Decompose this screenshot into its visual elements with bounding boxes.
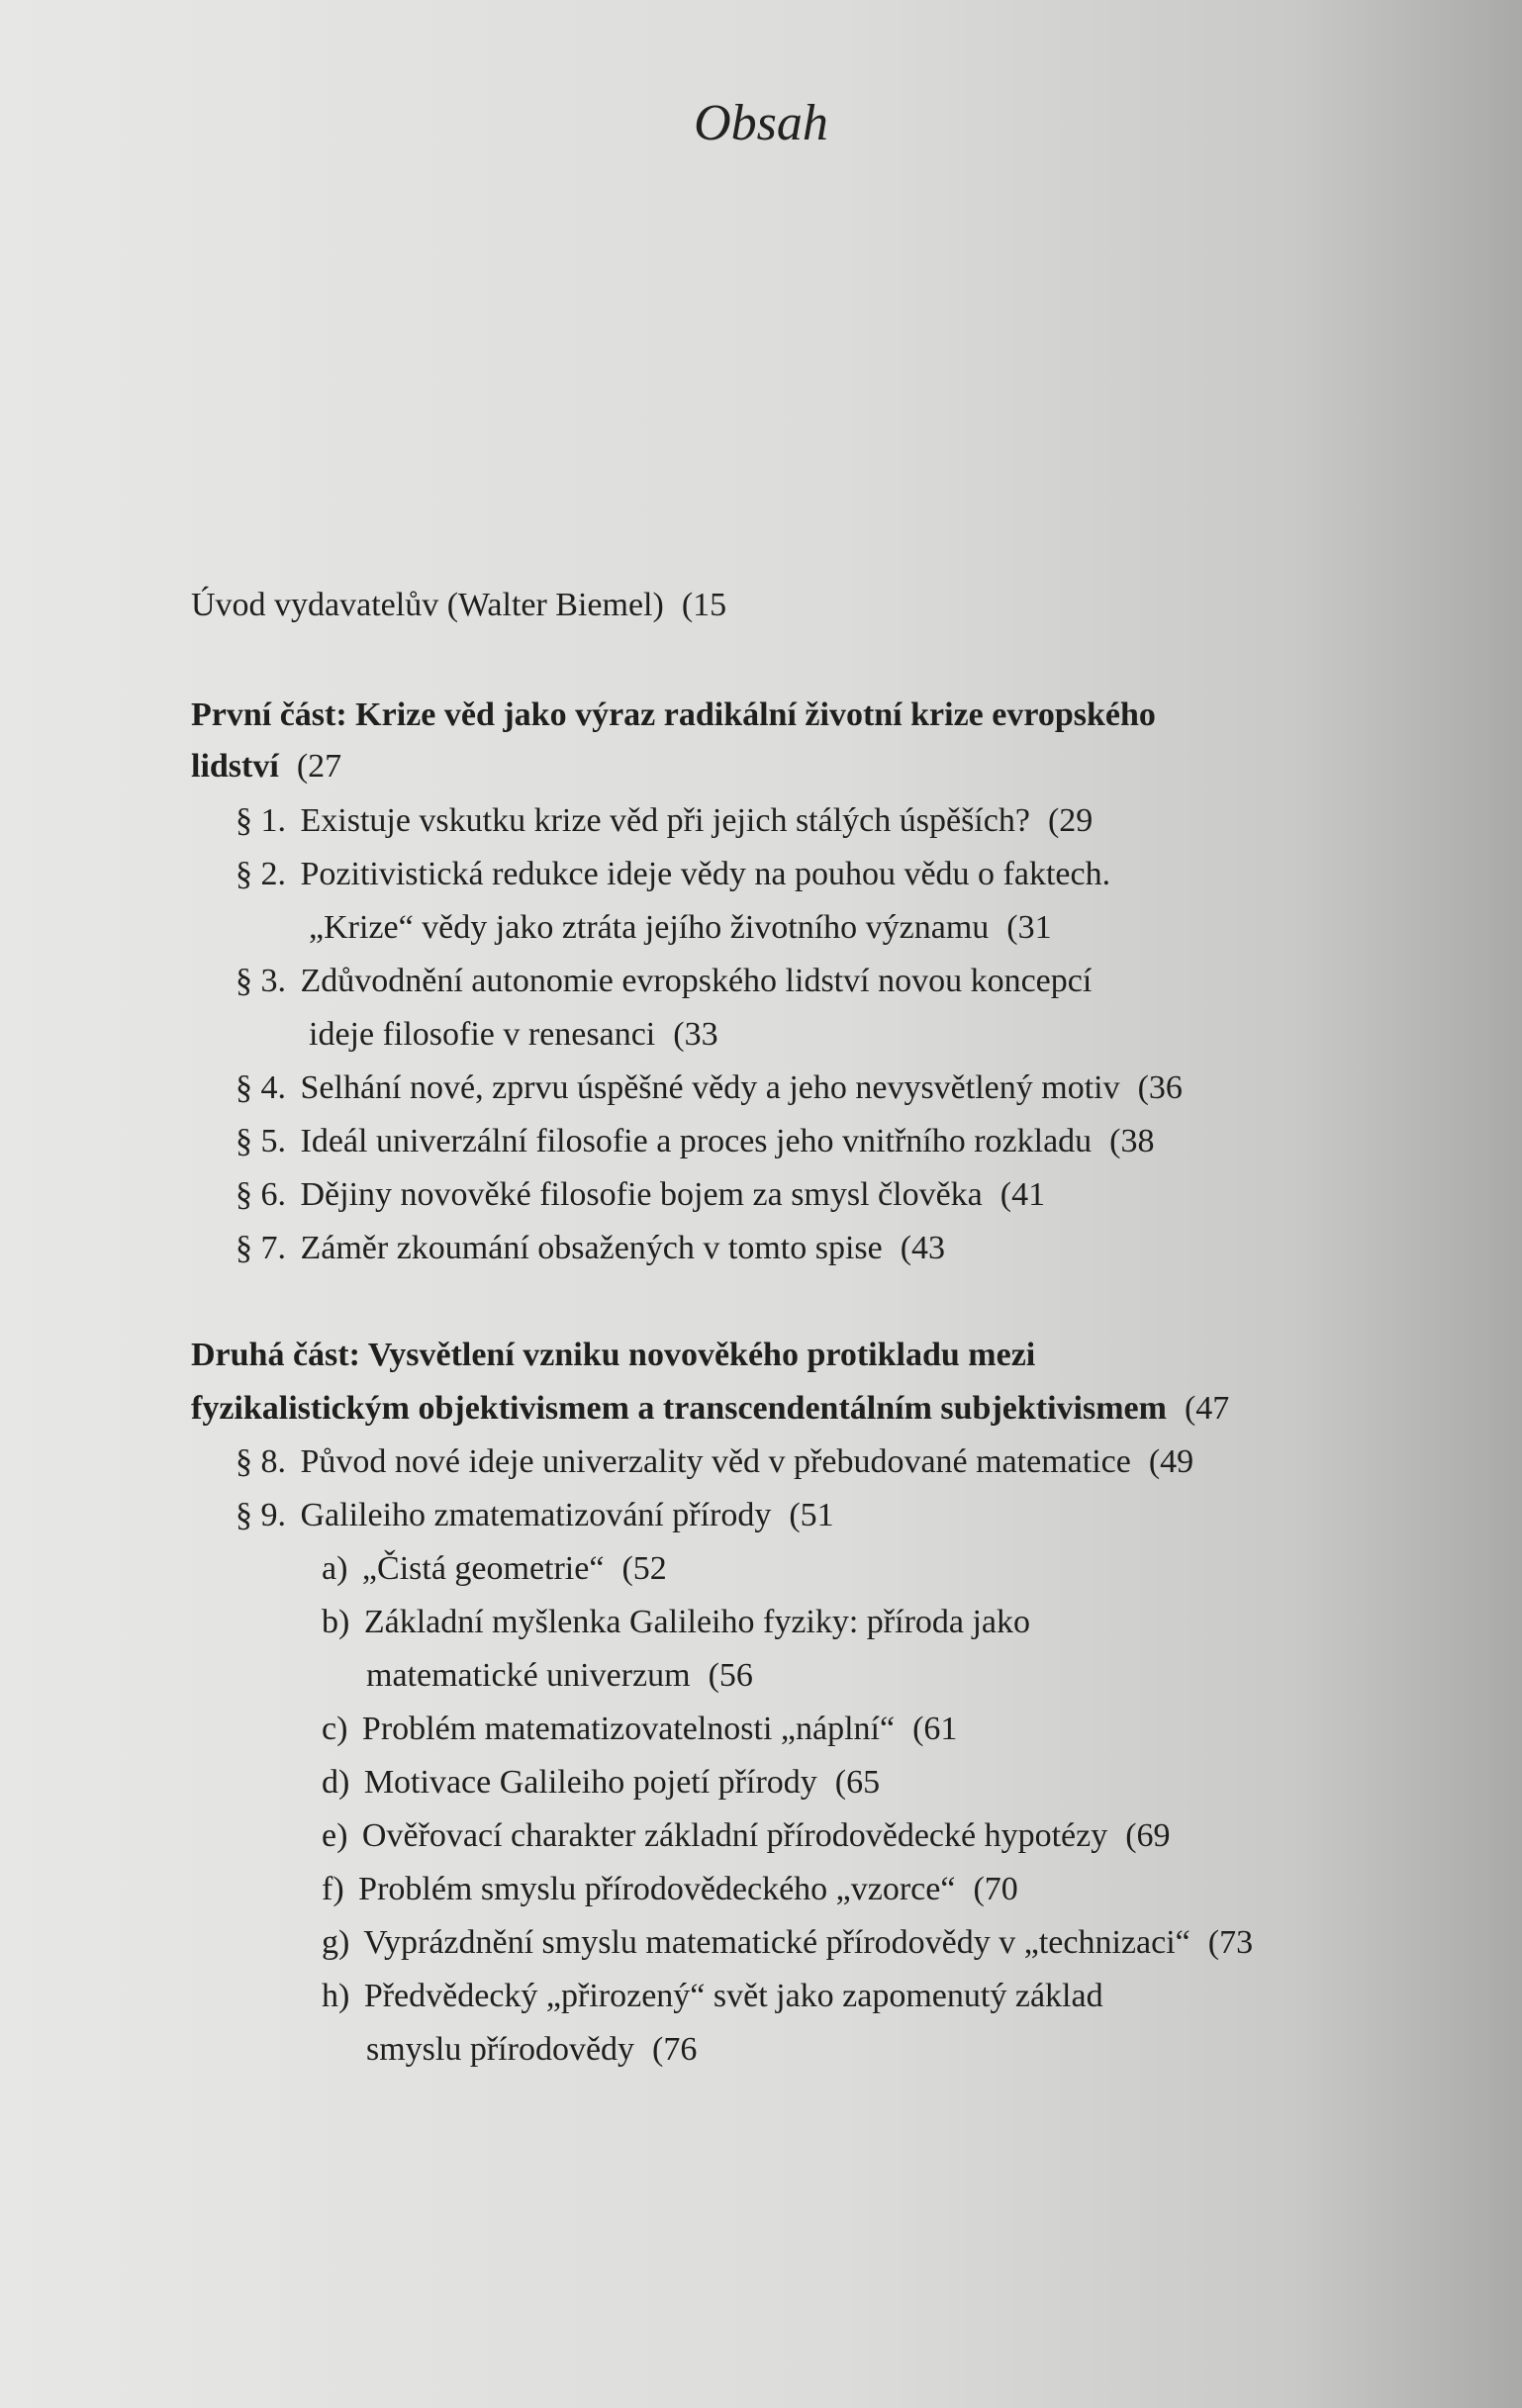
entry-text: Ideál univerzální filosofie a proces jeho vnitřního rozkladu (300, 1123, 1093, 1159)
subsection-mark: f) (322, 1871, 344, 1907)
entry-text: Problém matematizovatelnosti „náplní“ (361, 1711, 896, 1747)
section-mark: § 7. (236, 1230, 286, 1266)
toc-entry-section-2-cont (309, 908, 1052, 948)
entry-text: Selhání nové, zprvu úspěšné vědy a jeho nevysvětlený motiv (300, 1069, 1120, 1106)
page-number: (36 (1137, 1069, 1183, 1106)
toc-entry-subsection-c (322, 1710, 957, 1749)
toc-entry-subsection-h-cont (366, 2030, 697, 2070)
page-number: (43 (900, 1230, 946, 1266)
toc-entry-subsection-b (322, 1603, 1030, 1642)
subsection-mark: c) (322, 1711, 348, 1747)
subsection-mark: d) (322, 1764, 350, 1801)
toc-entry-section-3 (236, 962, 1092, 1001)
entry-text: Zdůvodnění autonomie evropského lidství novou koncepcí (300, 963, 1093, 999)
toc-entry-subsection-g (322, 1923, 1253, 1963)
page-number: (33 (673, 1016, 718, 1053)
entry-text: „Čistá geometrie“ (361, 1550, 605, 1587)
page-number: (56 (708, 1657, 753, 1694)
entry-text: Dějiny novověké filosofie bojem za smysl člověka (300, 1176, 983, 1213)
entry-text: smyslu přírodovědy (366, 2031, 635, 2068)
entry-text: Galileiho zmatematizování přírody (300, 1497, 772, 1533)
subsection-mark: a) (322, 1550, 348, 1587)
entry-text: Základní myšlenka Galileiho fyziky: příroda jako (363, 1604, 1031, 1640)
subsection-mark: b) (322, 1604, 350, 1640)
part-title-line: lidství (191, 748, 279, 785)
section-mark: § 1. (236, 802, 286, 839)
page-number: (69 (1125, 1817, 1171, 1854)
toc-entry-subsection-a (322, 1549, 667, 1589)
toc-entry-intro (191, 586, 726, 625)
page-number: (61 (912, 1711, 958, 1747)
page-number: (41 (999, 1176, 1046, 1213)
section-mark: § 2. (236, 856, 286, 892)
part2-title-cont (191, 1389, 1229, 1429)
entry-text: Pozitivistická redukce ideje vědy na pouhou vědu o faktech. (300, 856, 1111, 892)
entry-text: Motivace Galileiho pojetí přírody (363, 1764, 817, 1801)
entry-text: ideje filosofie v renesanci (309, 1016, 656, 1053)
page-number: (15 (681, 587, 727, 623)
page-number: (31 (1006, 909, 1052, 946)
page-number: (47 (1184, 1390, 1230, 1427)
section-mark: § 3. (236, 963, 286, 999)
part2-title (191, 1336, 1035, 1375)
subsection-mark: g) (322, 1924, 350, 1961)
entry-text: „Krize“ vědy jako ztráta jejího životního významu (309, 909, 990, 946)
part1-title-cont (191, 747, 341, 787)
toc-entry-section-1 (236, 801, 1093, 841)
part1-title (191, 695, 1156, 735)
entry-text: Původ nové ideje univerzality věd v přebudované matematice (300, 1443, 1131, 1480)
section-mark: § 9. (236, 1497, 286, 1533)
entry-text: Vyprázdnění smyslu matematické přírodovědy v „technizaci“ (363, 1924, 1190, 1961)
entry-text: Problém smyslu přírodovědeckého „vzorce“ (358, 1871, 956, 1907)
entry-text: Existuje vskutku krize věd při jejich stálých úspěších? (300, 802, 1030, 839)
part-title-line: Druhá část: Vysvětlení vzniku novověkého protikladu mezi (191, 1337, 1036, 1373)
entry-text: Ověřovací charakter základní přírodovědecké hypotézy (361, 1817, 1108, 1854)
entry-text: matematické univerzum (366, 1657, 691, 1694)
page-number: (70 (973, 1871, 1018, 1907)
entry-text: Předvědecký „přirozený“ svět jako zapomenutý základ (363, 1978, 1103, 2014)
toc-entry-subsection-d (322, 1763, 880, 1803)
page-number: (38 (1109, 1123, 1155, 1159)
page-number: (52 (621, 1550, 667, 1587)
subsection-mark: h) (322, 1978, 350, 2014)
page-number: (51 (789, 1497, 834, 1533)
toc-entry-subsection-b-cont (366, 1656, 753, 1696)
toc-entry-section-6 (236, 1175, 1045, 1215)
entry-text: Úvod vydavatelův (Walter Biemel) (191, 587, 664, 623)
entry-text: Záměr zkoumání obsažených v tomto spise (300, 1230, 883, 1266)
section-mark: § 8. (236, 1443, 286, 1480)
toc-entry-section-4 (236, 1068, 1183, 1108)
subsection-mark: e) (322, 1817, 348, 1854)
toc-entry-subsection-h (322, 1977, 1103, 2016)
toc-entry-subsection-f (322, 1870, 1018, 1909)
section-mark: § 4. (236, 1069, 286, 1106)
toc-entry-section-5 (236, 1122, 1155, 1161)
page-number: (73 (1207, 1924, 1254, 1961)
section-mark: § 6. (236, 1176, 286, 1213)
part-title-line: První část: Krize věd jako výraz radikální životní krize evropského (191, 696, 1156, 733)
page-number: (65 (834, 1764, 881, 1801)
section-mark: § 5. (236, 1123, 286, 1159)
toc-entry-subsection-e (322, 1816, 1171, 1856)
toc-entry-section-3-cont (309, 1015, 718, 1055)
page-number: (27 (296, 748, 342, 785)
toc-entry-section-8 (236, 1442, 1193, 1482)
toc-entry-section-7 (236, 1229, 945, 1268)
part-title-line: fyzikalistickým objektivismem a transcendentálním subjektivismem (191, 1390, 1167, 1427)
page-number: (49 (1148, 1443, 1194, 1480)
toc-entry-section-2 (236, 855, 1110, 894)
page-number: (76 (652, 2031, 698, 2068)
toc-entry-section-9 (236, 1496, 834, 1535)
page-number: (29 (1047, 802, 1094, 839)
page-title: Obsah (694, 95, 828, 151)
